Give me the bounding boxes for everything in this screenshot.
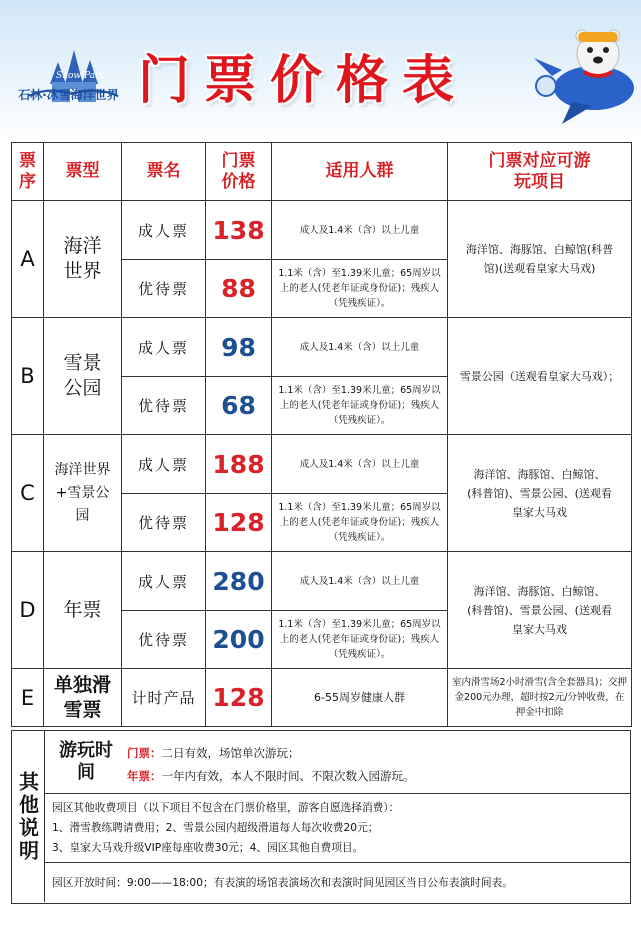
ticket-price: 88 (206, 260, 272, 318)
seq-cell: B (12, 318, 44, 435)
col-header-price: 门票价格 (206, 143, 272, 201)
col-header-audience: 适用人群 (272, 143, 448, 201)
type-cell: 海洋世界 (44, 201, 122, 318)
notes-section (11, 730, 631, 904)
ticket-audience: 成人及1.4米（含）以上儿童 (272, 318, 448, 377)
validity-text: 二日有效，场馆单次游玩； (161, 746, 300, 760)
fees-line: 园区其他收费项目（以下项目不包含在门票价格里，游客自愿选择消费）： (52, 801, 400, 814)
validity-line (127, 768, 415, 784)
fees-line: 3、皇家大马戏升级VIP座每座收费30元；4、园区其他自费项目。 (52, 841, 364, 854)
ticket-audience: 1.1米（含）至1.39米儿童；65周岁以上的老人(凭老年证或身份证)；残疾人（凭残疾证）。 (272, 260, 448, 318)
projects-cell: 海洋馆、海豚馆、白鲸馆(科普馆)(送观看皇家大马戏) (448, 201, 632, 318)
validity-key: 年票： (127, 769, 162, 783)
col-header-projects: 门票对应可游玩项目 (448, 143, 632, 201)
ticket-name: 成人票 (122, 552, 206, 611)
notes-label: 其他说明 (15, 770, 40, 863)
table-row (12, 552, 632, 611)
ticket-audience: 1.1米（含）至1.39米儿童；65周岁以上的老人(凭老年证或身份证)；残疾人（凭残疾证）。 (272, 377, 448, 435)
validity-text: 一年内有效，本人不限时间、不限次数入园游玩。 (161, 769, 415, 783)
opening-hours: 园区开放时间：9:00——18:00；有表演的场馆表演场次和表演时间见园区当日公布表演时间表。 (52, 876, 513, 889)
validity-line (127, 745, 300, 761)
table-row (12, 318, 632, 377)
type-cell: 单独滑雪票 (44, 669, 122, 727)
ticket-price: 280 (206, 552, 272, 611)
projects-cell: 室内滑雪场2小时滑雪(含全套器具)；交押金200元办理，超时按2元/分钟收费，在押金中扣除 (448, 669, 632, 727)
fees-line: 1、滑雪教练聘请费用；2、雪景公园内超级滑道每人每次收费20元； (52, 821, 379, 834)
ticket-audience: 成人及1.4米（含）以上儿童 (272, 552, 448, 611)
ticket-price: 188 (206, 435, 272, 494)
ticket-audience: 6-55周岁健康人群 (272, 669, 448, 727)
ticket-name: 成人票 (122, 201, 206, 260)
col-header-type: 票型 (44, 143, 122, 201)
col-header-name: 票名 (122, 143, 206, 201)
ticket-name: 优待票 (122, 260, 206, 318)
fees-row (44, 793, 630, 863)
ticket-price: 68 (206, 377, 272, 435)
ticket-audience: 成人及1.4米（含）以上儿童 (272, 201, 448, 260)
ticket-name: 计时产品 (122, 669, 206, 727)
projects-cell: 雪景公园（送观看皇家大马戏）； (448, 318, 632, 435)
polar-bear-airplane-icon (532, 6, 641, 130)
svg-text:Snow Park: Snow Park (56, 71, 105, 81)
ticket-name: 成人票 (122, 318, 206, 377)
seq-cell: C (12, 435, 44, 552)
ticket-audience: 1.1米（含）至1.39米儿童；65周岁以上的老人(凭老年证或身份证)；残疾人（凭残疾证）。 (272, 494, 448, 552)
type-cell: 雪景公园 (44, 318, 122, 435)
ticket-name: 成人票 (122, 435, 206, 494)
type-cell: 年票 (44, 552, 122, 669)
ticket-price: 138 (206, 201, 272, 260)
validity-row (44, 731, 630, 794)
ticket-name: 优待票 (122, 611, 206, 669)
notes-label-cell (12, 731, 45, 902)
table-row (12, 201, 632, 260)
ticket-name: 优待票 (122, 377, 206, 435)
validity-label: 游玩时间 (59, 740, 113, 783)
seq-cell: E (12, 669, 44, 727)
table-header-row (12, 143, 632, 201)
ticket-price: 200 (206, 611, 272, 669)
table-row (12, 669, 632, 727)
projects-cell: 海洋馆、海豚馆、白鲸馆、(科普馆)、雪景公园、(送观看皇家大马戏 (448, 552, 632, 669)
col-header-seq: 票序 (12, 143, 44, 201)
seq-cell: A (12, 201, 44, 318)
ticket-price: 98 (206, 318, 272, 377)
ticket-price: 128 (206, 494, 272, 552)
ticket-audience: 成人及1.4米（含）以上儿童 (272, 435, 448, 494)
table-row (12, 435, 632, 494)
ticket-price-table (11, 142, 632, 727)
ticket-price: 128 (206, 669, 272, 727)
validity-key: 门票： (127, 746, 162, 760)
hours-row (44, 863, 630, 902)
seq-cell: D (12, 552, 44, 669)
header-banner (0, 0, 641, 140)
projects-cell: 海洋馆、海豚馆、白鲸馆、(科普馆)、雪景公园、(送观看皇家大马戏 (448, 435, 632, 552)
type-cell: 海洋世界+雪景公园 (44, 435, 122, 552)
ticket-name: 优待票 (122, 494, 206, 552)
page-title: 门票价格表 (138, 51, 469, 111)
ticket-audience: 1.1米（含）至1.39米儿童；65周岁以上的老人(凭老年证或身份证)；残疾人（凭残疾证）。 (272, 611, 448, 669)
logo-text: 石林·冰雪海洋世界 (18, 88, 119, 102)
